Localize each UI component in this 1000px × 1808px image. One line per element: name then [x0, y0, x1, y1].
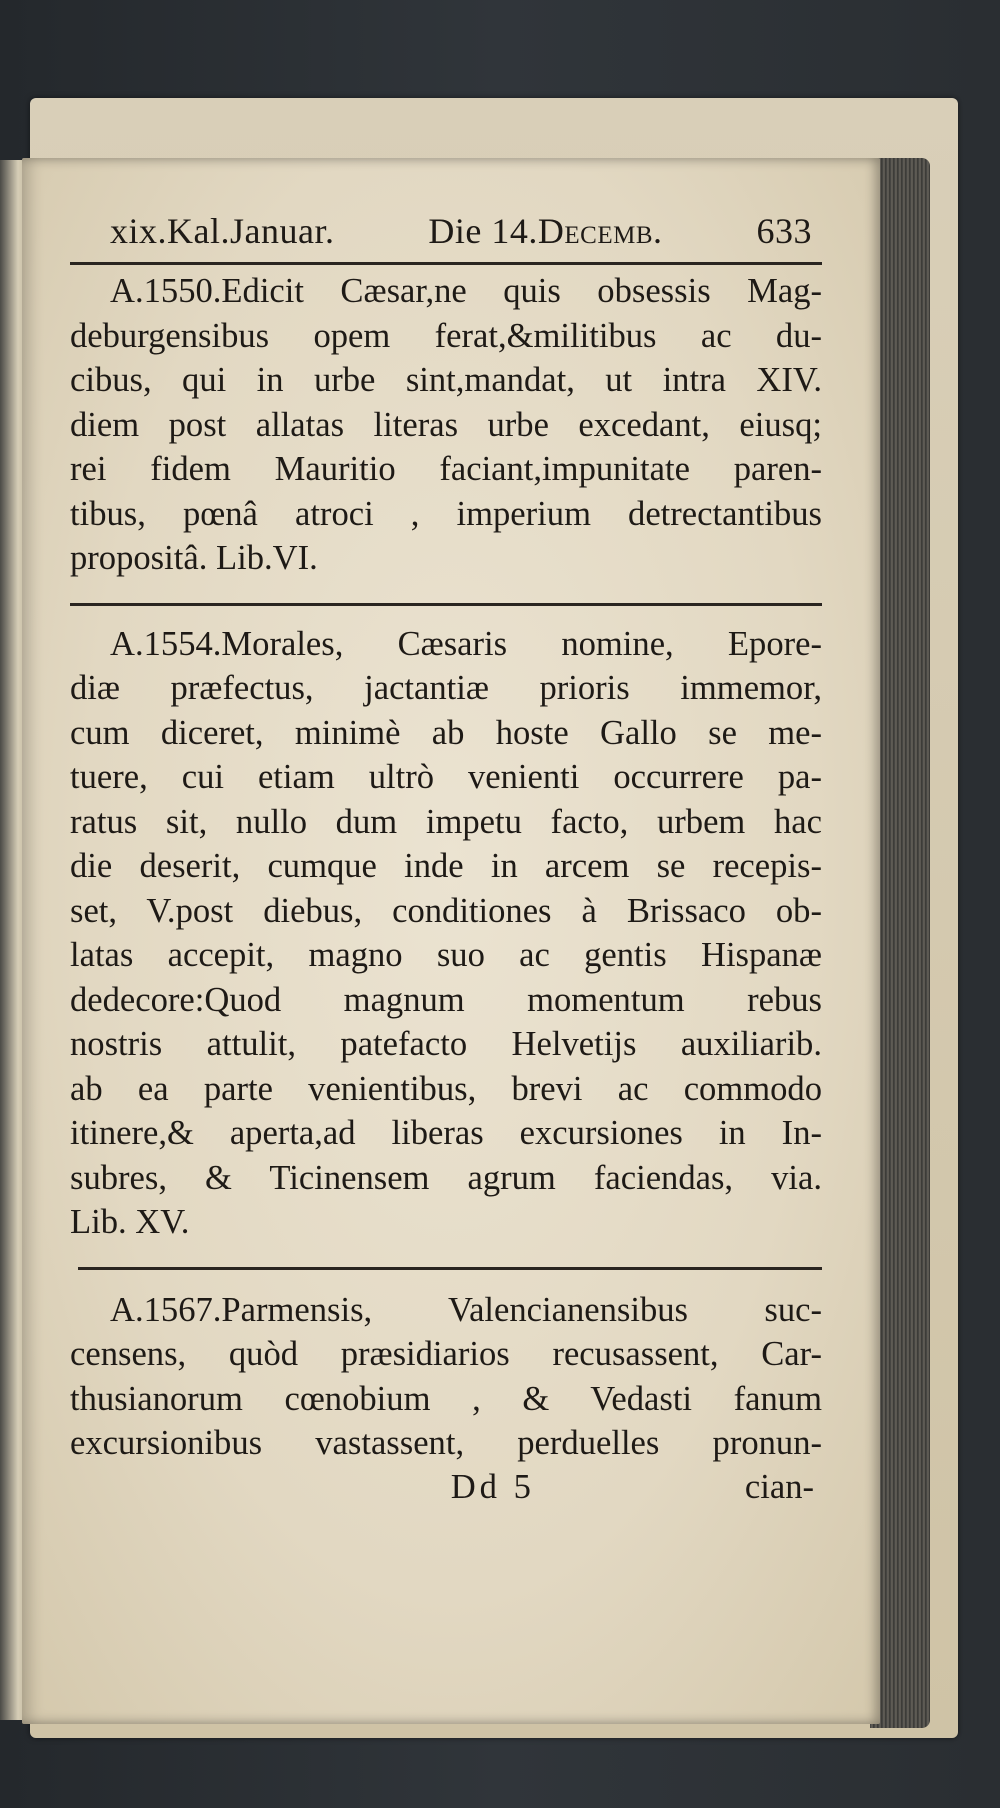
text-line: itinere,& aperta,ad liberas excursiones in In-	[70, 1114, 822, 1152]
running-head-date: xix.Kal.Januar.	[110, 211, 335, 251]
text-line: nostris attulit, patefacto Helvetijs auxiliarib.	[70, 1025, 822, 1063]
entry-1550	[70, 269, 822, 581]
text-line: dedecore:Quod magnum momentum rebus	[70, 980, 822, 1019]
head-rule	[70, 262, 822, 265]
text-line: latas accepit, magno suo ac gentis Hispanæ	[70, 936, 822, 974]
text-line: ab ea parte venientibus, brevi ac commodo	[70, 1069, 822, 1108]
text-line: tuere, cui etiam ultrò venienti occurrere pa-	[70, 758, 822, 796]
text-line: subres, & Ticinensem agrum faciendas, via.	[70, 1158, 822, 1197]
text-line: deburgensibus opem ferat,&militibus ac du-	[70, 316, 822, 355]
text-line: diem post allatas literas urbe excedant, eiusq;	[70, 405, 822, 444]
text-line: cum diceret, minimè ab hoste Gallo se me-	[70, 713, 822, 752]
page-number: 633	[756, 211, 812, 251]
text-line: set, V.post diebus, conditiones à Brissaco ob-	[70, 891, 822, 930]
text-line: A.1554.Morales, Cæsaris nomine, Epore-	[110, 624, 822, 663]
text-line: diæ præfectus, jactantiæ prioris immemor,	[70, 669, 822, 707]
catchword: cian-	[744, 1467, 814, 1506]
running-head	[70, 210, 822, 256]
text-line: ratus sit, nullo dum impetu facto, urbem hac	[70, 802, 822, 841]
signature-mark: Dd 5	[450, 1467, 535, 1506]
entry-separator-rule	[70, 603, 822, 606]
text-line: rei fidem Mauritio faciant,impunitate paren-	[70, 450, 822, 488]
entry-1554	[70, 622, 822, 1245]
text-line: tibus, pœnâ atroci , imperium detrectantibus	[70, 494, 822, 533]
running-head-month: Decemb.	[537, 211, 663, 251]
page-text-block	[70, 210, 822, 1514]
text-line: propositâ. Lib.VI.	[70, 539, 318, 577]
entry-separator-rule	[78, 1267, 822, 1270]
running-head-day-label: Die 14.	[428, 211, 538, 251]
book-page	[22, 158, 880, 1724]
page-footer	[70, 1468, 822, 1514]
text-line: censens, quòd præsidiarios recusassent, Car-	[70, 1335, 822, 1373]
text-line: cibus, qui in urbe sint,mandat, ut intra XIV.	[70, 361, 822, 399]
text-line: thusianorum cœnobium , & Vedasti fanum	[70, 1379, 822, 1418]
running-head-day	[428, 210, 662, 252]
text-line: A.1550.Edicit Cæsar,ne quis obsessis Mag-	[110, 272, 822, 310]
entry-1567	[70, 1288, 822, 1466]
text-line: die deserit, cumque inde in arcem se recepis-	[70, 847, 822, 885]
text-line: excursionibus vastassent, perduelles pronun-	[70, 1424, 822, 1462]
text-line: A.1567.Parmensis, Valencianensibus suc-	[110, 1290, 822, 1329]
text-line: Lib. XV.	[70, 1203, 190, 1241]
